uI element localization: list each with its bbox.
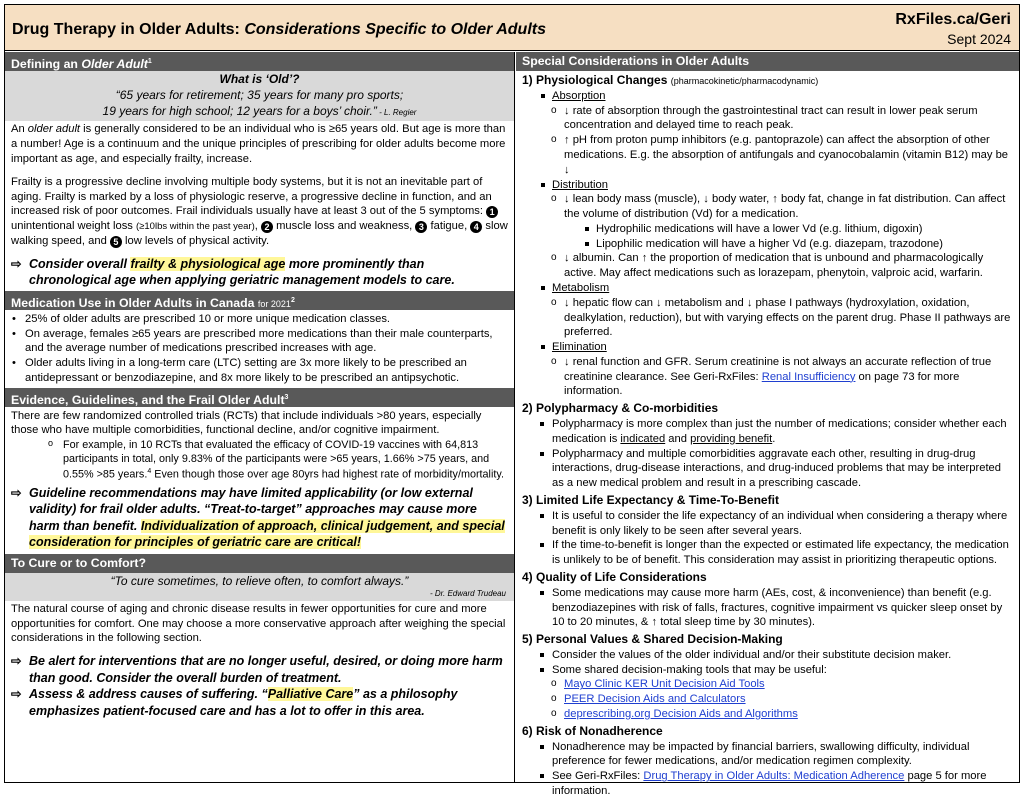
arrow-right-icon: ⇨ [11,687,22,702]
nonadherence-list [516,740,1019,799]
life-expectancy-list [516,509,1019,568]
symptom-1: 1 unintentional weight loss (≥10lbs within the past year), [11,205,498,232]
heading-nonadherence: 6) Risk of Nonadherence [522,723,663,738]
decision-aid-link-2 [516,692,1019,707]
category-elimination: Elimination [516,340,1019,355]
personal-values-list [516,648,1019,678]
arrow-right-icon: ⇨ [11,256,22,271]
category-absorption: Absorption [516,89,1019,104]
list-item: Consider the values of the older individual and/or their substitute decision maker. [552,648,1013,663]
quote-title: What is ‘Old’? [219,72,300,86]
list-item: Some shared decision-making tools that may be useful: [552,663,1013,678]
quote-attribution: - Dr. Edward Trudeau [429,589,506,599]
heading-personal-values: 5) Personal Values & Shared Decision-Making [522,632,783,647]
medication-use-list [5,310,514,386]
list-item: • 25% of older adults are prescribed 10 or more unique medication classes. [25,312,508,327]
right-column [516,52,1019,797]
metabolism-point-1: o ↓ hepatic flow can ↓ metabolism and ↓ phase I pathways (hydroxylation, oxidation, dealkylation, reduction), but with varying effects on the parent drug. Phase II pathways are preferred. [516,296,1019,340]
list-item: • Older adults living in a long-term care (LTC) setting are 3x more likely to be prescribed an antidepressant or benzodiazepine, and 8x more likely to be prescribed an antipsychotic. [25,356,508,386]
key-point-palliative: ⇨ Assess & address causes of suffering. “Palliative Care” as a philosophy emphasizes patient-focused care and has a lot to offer in this area. [11,687,458,718]
category-distribution: Distribution [516,178,1019,193]
evidence-paragraph: There are few randomized controlled trials (RCTs) that include individuals >80 years, especially those who have multiple comorbidities, functional decline, and/or cognitive impairment. [11,409,482,437]
quality-of-life-list [516,586,1019,630]
section-heading-defining: Defining an Older Adult$^1$ [5,52,514,71]
document-page [4,4,1020,797]
section-heading-medication-use: Medication Use in Older Adults in Canada for 2021$^2$ [5,291,514,310]
list-item: If the time-to-benefit is longer than the expected or estimated life expectancy, the medication is unlikely to be of benefit. This consideration may assist in prioritizing therapeutic options. [552,538,1013,568]
category-metabolism: Metabolism [516,281,1019,296]
page-title: Drug Therapy in Older Adults: Considerations Specific to Older Adults [12,21,546,38]
quote-line-2: 19 years for high school; 12 years for a boys’ choir.” - L. Regier [102,103,417,118]
deprescribing-link[interactable]: deprescribing.org Decision Aids and Algorithms [564,708,798,721]
list-item: Polypharmacy and multiple comorbidities aggravate each other, resulting in drug-drug interactions, drug-disease interactions, and drug-induced problems that may be interpreted as a new medical problem and result in a prescribing cascade. [552,447,1013,491]
absorption-point-1: o ↓ rate of absorption through the gastrointestinal tract can result in lower peak serum concentration and delayed time to reach peak. [516,104,1019,134]
list-item: Polypharmacy is more complex than just the number of medications; consider whether each medication is indicated and providing benefit. [552,417,1013,447]
older-adult-definition: An older adult is generally considered to be an individual who is ≥65 years old. But age is more than a number! Age is a continuum and the unique principles of prescribing for older adults become more important as age, and especially frailty, increase. [11,123,506,166]
cure-paragraph: The natural course of aging and chronic disease results in fewer opportunities for cure and more opportunities for comfort. One may choose a more conservative approach after weighing the special considerations in the following section. [11,602,506,645]
list-item: • On average, females ≥65 years are prescribed more medications than their male counterparts, and the average number of medications prescribed increases with age. [25,327,508,357]
elimination-point-1: o ↓ renal function and GFR. Serum creatinine is not always an accurate reflection of true creatinine clearance. See Geri-RxFiles: Renal Insufficiency on page 73 for more information. [516,355,1019,399]
left-column [5,52,515,783]
list-item: It is useful to consider the life expectancy of an individual when considering a therapy where benefit is only likely to be seen after several years. [552,509,1013,539]
absorption-point-2: o ↑ pH from proton pump inhibitors (e.g. pantoprazole) can affect the absorption of other medications. E.g. the absorption of antifungals and cyanocobalamin (vitamin B12) may be ↓ [516,133,1019,177]
quote-text: “To cure sometimes, to relieve often, to comfort always.” [110,573,409,588]
heading-physiological-changes: 1) Physiological Changes (pharmacokinetic/pharmacodynamic) [522,73,819,87]
list-item: Nonadherence may be impacted by financial barriers, swallowing difficulty, individual preference for fewer medications, and/or medication regimen complexity. [552,740,1013,770]
list-item: Some medications may cause more harm (AEs, cost, & inconvenience) than benefit (e.g. benzodiazepines with risk of falls, fractures, cognitive impairment vs quicker sleep onset by 10 to 20 minutes, & ↑ total sleep time by 30 minutes). [552,586,1013,630]
renal-insufficiency-link[interactable]: Renal Insufficiency [761,370,856,383]
heading-polypharmacy: 2) Polypharmacy & Co-morbidities [522,401,719,416]
page-header [5,5,1019,51]
distribution-point-1: o ↓ lean body mass (muscle), ↓ body water, ↑ body fat, change in fat distribution. Can affect the volume of distribution (Vd) for a medication. [516,192,1019,222]
heading-quality-of-life: 4) Quality of Life Considerations [522,569,707,584]
distribution-lipophilic: Lipophilic medication will have a higher Vd (e.g. diazepam, trazodone) [516,237,1019,252]
medication-adherence-link[interactable]: Drug Therapy in Older Adults: Medication Adherence [643,770,905,783]
section-heading-cure-or-comfort: To Cure or to Comfort? [5,554,514,573]
arrow-right-icon: ⇨ [11,485,22,500]
quote-line-1: “65 years for retirement; 35 years for many pro sports; [115,87,404,102]
symptom-4: 4 slow walking speed, and [11,220,508,247]
section-heading-evidence: Evidence, Guidelines, and the Frail Older Adult$^3$ [5,388,514,407]
section-heading-special-considerations: Special Considerations in Older Adults [516,52,1019,71]
frailty-paragraph: Frailty is a progressive decline involving multiple body systems, but it is not an inevitable part of aging. Frailty is marked by a loss of physiologic reserve, a progressive decline in function, and an increased risk of poor outcomes. Frail individuals usually have at least 3 out of the 5 symptoms: 1 unintentional weight loss (≥10lbs within the past year), 2 muscle loss and weakness, 3 fatigue, 4 slow walking speed, and 5 low levels of physical activity. [11,175,508,247]
symptom-3: 3 fatigue, [415,220,467,232]
covid-vaccine-example: o For example, in 10 RCTs that evaluated the efficacy of COVID-19 vaccines with 64,813 participants in total, only 9.83% of the participants were >65 years, 1.66% >75 years, and 0.55% >85 years.$^4$ Even though those over age 80yrs had highest rate of morbidity/mortality. [5,438,514,481]
symptom-5: 5 low levels of physical activity. [110,235,269,247]
brand-link[interactable]: RxFiles.ca/Geri [895,11,1011,28]
decision-aid-link-3 [516,707,1019,722]
distribution-hydrophilic: Hydrophilic medications will have a lower Vd (e.g. lithium, digoxin) [516,222,1019,237]
distribution-point-2: o ↓ albumin. Can ↑ the proportion of medication that is unbound and pharmacologically active. May affect medications such as lorazepam, phenytoin, valproic acid, warfarin. [516,251,1019,281]
peer-link[interactable]: PEER Decision Aids and Calculators [564,693,746,706]
arrow-right-icon: ⇨ [11,654,22,669]
symptom-2: 2 muscle loss and weakness, [261,220,412,232]
heading-life-expectancy: 3) Limited Life Expectancy & Time-To-Benefit [522,492,779,507]
mayo-clinic-link[interactable]: Mayo Clinic KER Unit Decision Aid Tools [564,678,765,691]
polypharmacy-list [516,417,1019,491]
decision-aid-link-1 [516,677,1019,692]
publication-date: Sept 2024 [947,31,1011,47]
what-is-old-quote [5,71,514,121]
list-item: See Geri-RxFiles: Drug Therapy in Older Adults: Medication Adherence page 5 for more information. [552,769,1013,799]
key-point-frailty: ⇨ Consider overall frailty & physiological age more prominently than chronological age when applying geriatric management models to care. [11,256,455,288]
trudeau-quote [5,573,514,601]
key-point-interventions: ⇨ Be alert for interventions that are no longer useful, desired, or doing more harm than good. Consider the overall burden of treatment. [11,654,503,685]
key-point-guidelines: ⇨ Guideline recommendations may have limited applicability (or low external validity) for frail older adults. “Treat-to-target” approaches may cause more harm than benefit. Individualization of approach, clinical judgement, and special consideration for principles of geriatric care are critical! [11,485,505,550]
